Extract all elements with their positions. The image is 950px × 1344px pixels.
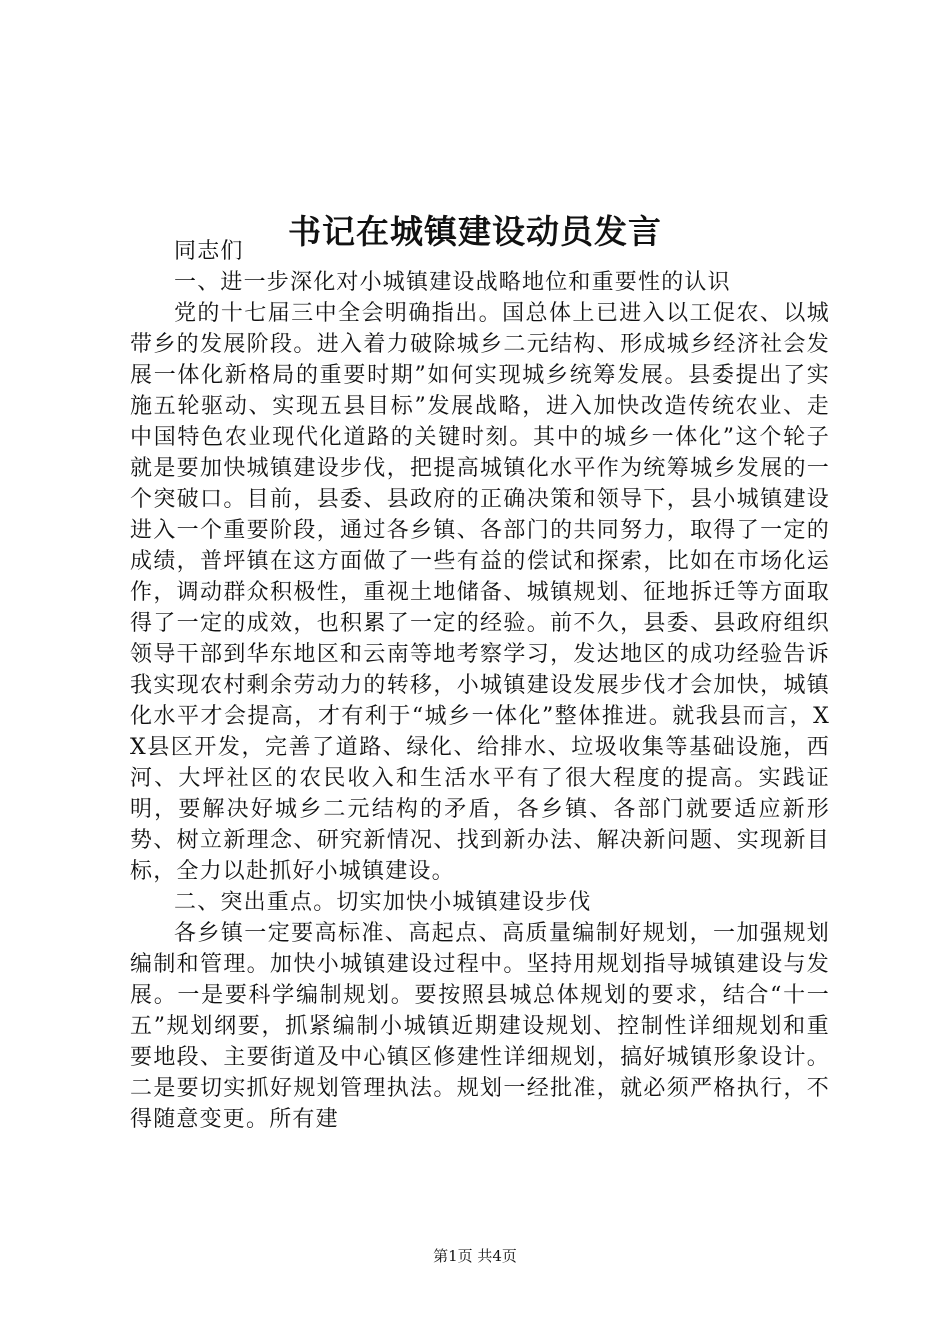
document-body [130, 236, 830, 1135]
body-paragraph: 各乡镇一定要高标准、高起点、高质量编制好规划，一加强规划编制和管理。加快小城镇建设过程中。坚持用规划指导城镇建设与发展。一是要科学编制规划。要按照县城总体规划的要求，结合“十一五”规划纲要，抓紧编制小城镇近期建设规划、控制性详细规划和重要地段、主要街道及中心镇区修建性详细规划，搞好城镇形象设计。二是要切实抓好规划管理执法。规划一经批准，就必须严格执行，不得随意变更。所有建 [130, 921, 830, 1132]
salutation: 同志们 [174, 239, 244, 264]
section-heading-1: 一、进一步深化对小城镇建设战略地位和重要性的认识 [174, 270, 731, 295]
page-footer: 第1页 共4页 [433, 1247, 517, 1265]
section-heading-2: 二、突出重点。切实加快小城镇建设步伐 [174, 890, 592, 915]
document-title: 书记在城镇建设动员发言 [288, 212, 662, 252]
body-paragraph: 党的十七届三中全会明确指出。国总体上已进入以工促农、以城带乡的发展阶段。进入着力破除城乡二元结构、形成城乡经济社会发展一体化新格局的重要时期”如何实现城乡统筹发展。县委提出了实施五轮驱动、实现五县目标”发展战略，进入加快改造传统农业、走中国特色农业现代化道路的关键时刻。其中的城乡一体化”这个轮子就是要加快城镇建设步伐，把提高城镇化水平作为统筹城乡发展的一个突破口。目前，县委、县政府的正确决策和领导下，县小城镇建设进入一个重要阶段，通过各乡镇、各部门的共同努力，取得了一定的成绩，普坪镇在这方面做了一些有益的偿试和探索，比如在市场化运作，调动群众积极性，重视土地储备、城镇规划、征地拆迁等方面取得了一定的成效，也积累了一定的经验。前不久，县委、县政府组织领导干部到华东地区和云南等地考察学习，发达地区的成功经验告诉我实现农村剩余劳动力的转移，小城镇建设发展步伐才会加快，城镇化水平才会提高，才有利于“城乡一体化”整体推进。就我县而言，XX县区开发，完善了道路、绿化、给排水、垃圾收集等基础设施，西河、大坪社区的农民收入和生活水平有了很大程度的提高。实践证明，要解决好城乡二元结构的矛盾，各乡镇、各部门就要适应新形势、树立新理念、研究新情况、找到新办法、解决新问题、实现新目标，全力以赴抓好小城镇建设。 [130, 301, 830, 884]
